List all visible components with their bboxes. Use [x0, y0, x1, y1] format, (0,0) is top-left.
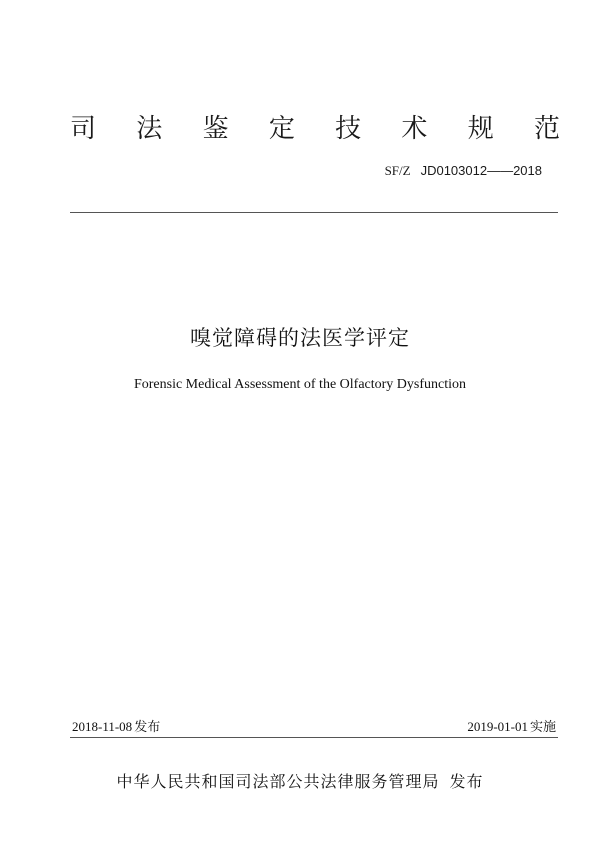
implementation-date-label: 实施: [529, 720, 556, 735]
issue-date-label: 发布: [134, 720, 161, 735]
standard-series-title: [70, 112, 560, 146]
series-char: 规: [467, 114, 494, 144]
document-title: 嗅觉障碍的法医学评定: [190, 326, 410, 350]
footer-divider: [70, 737, 558, 738]
issue-date: [72, 718, 160, 737]
series-char: 术: [401, 114, 428, 144]
document-subtitle-en: Forensic Medical Assessment of the Olfactory Dysfunction: [133, 377, 467, 392]
series-char: 技: [335, 114, 362, 144]
publisher-line: [0, 771, 600, 793]
standard-number: JD0103012——2018: [420, 163, 542, 178]
series-char: 鉴: [202, 114, 229, 144]
header-divider: [70, 212, 558, 213]
series-char: 范: [533, 114, 560, 144]
publish-label: 发布: [449, 772, 484, 791]
standard-prefix: SF/Z: [384, 163, 411, 178]
issue-date-value: 2018-11-08: [72, 719, 133, 734]
publisher-name: 中华人民共和国司法部公共法律服务管理局: [116, 772, 440, 791]
implementation-date: [467, 718, 556, 737]
series-char: 司: [70, 114, 97, 144]
standard-code: [385, 163, 542, 179]
implementation-date-value: 2019-01-01: [467, 719, 528, 734]
series-char: 定: [268, 114, 295, 144]
series-char: 法: [136, 114, 163, 144]
